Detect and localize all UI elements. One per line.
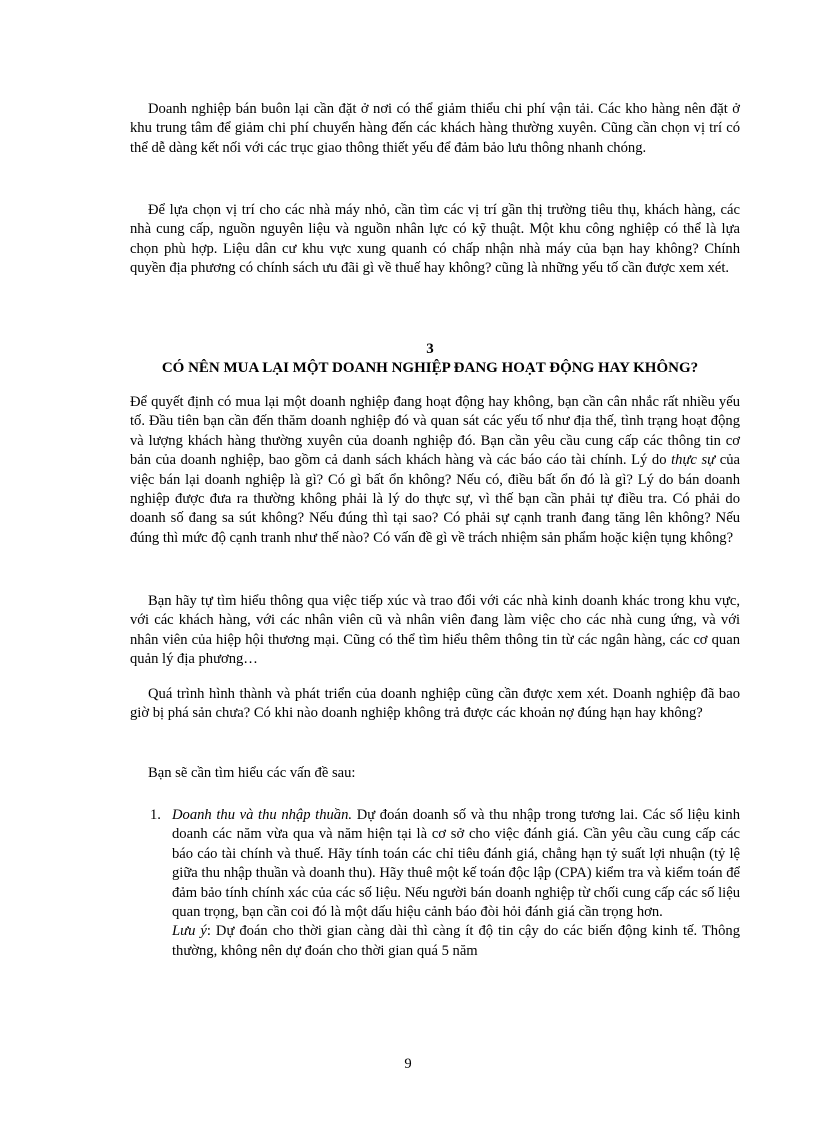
list-item-body xyxy=(172,806,740,961)
paragraph-history: Quá trình hình thành và phát triển của doanh nghiệp cũng cần được xem xét. Doanh nghiệp đã bao giờ bị phá sản chưa? Có khi nào doanh nghiệp không trả được các khoản nợ đúng hạn hay không? xyxy=(130,686,740,722)
paragraph-wholesale-location: Doanh nghiệp bán buôn lại cần đặt ở nơi có thể giảm thiểu chi phí vận tải. Các kho hàng nên đặt ở khu trung tâm để giảm chi phí chuyển hàng đến các khách hàng thường xuyên. Cũng cần chọn vị trí có thể dễ dàng kết nối với các trục giao thông thiết yếu để đảm bảo lưu thông nhanh chóng. xyxy=(130,101,740,156)
list-item-revenue xyxy=(130,806,740,961)
section-number: 3 xyxy=(426,341,434,357)
paragraph-factory-location: Để lựa chọn vị trí cho các nhà máy nhỏ, cần tìm các vị trí gần thị trường tiêu thụ, khách hàng, các nhà cung cấp, nguồn nguyên liệu và nguồn nhân lực có kỹ thuật. Một khu công nghiệp có thể là lựa chọn phù hợp. Liệu dân cư khu vực xung quanh có chấp nhận nhà máy của bạn hay không? Chính quyền địa phương có chính sách ưu đãi gì về thuế hay không? cũng là những yếu tố cần được xem xét. xyxy=(130,202,740,277)
note-text: : Dự đoán cho thời gian càng dài thì càng ít độ tin cậy do các biến động kinh tế. Thông thường, không nên dự đoán cho thời gian quá 5 năm xyxy=(172,923,740,959)
paragraph-text: của việc bán lại doanh nghiệp là gì? Có gì bất ổn không? Nếu có, điều bất ổn đó là gì? Lý do bán doanh nghiệp được đưa ra thường không phải là lý do thực sự, vì thế bạn cần phải tự điều tra. Có phải do doanh số đang sa sút không? Nếu đúng thì tại sao? Có phải sự cạnh tranh đang tăng lên không? Nếu đúng thì mức độ cạnh tranh như thế nào? Có vấn đề gì về trách nhiệm sản phẩm hoặc kiện tụng không? xyxy=(130,452,741,546)
paragraph-issues-intro: Bạn sẽ cần tìm hiểu các vấn đề sau: xyxy=(148,765,356,781)
paragraph-research: Bạn hãy tự tìm hiểu thông qua việc tiếp xúc và trao đổi với các nhà kinh doanh khác trong khu vực, với các khách hàng, với các nhân viên cũ và nhân viên đang làm việc cho các nhà cung ứng, và với nhân viên của hiệp hội thương mại. Cũng có thể tìm hiểu thêm thông tin từ các ngân hàng, các cơ quan quản lý địa phương… xyxy=(130,593,740,668)
paragraph-text: Để quyết định có mua lại một doanh nghiệp đang hoạt động hay không, bạn cần cân nhắc rất nhiều yếu tố. Đầu tiên bạn cần đến thăm doanh nghiệp đó và quan sát các yếu tố như địa thế, tình trạng hoạt động và lượng khách hàng thường xuyên của doanh nghiệp đó. Bạn cần yêu cầu cung cấp các thông tin cơ bản của doanh nghiệp, bao gồm cả danh sách khách hàng và các báo cáo tài chính. Lý do xyxy=(130,394,740,469)
list-item-number: 1. xyxy=(150,807,161,823)
note-label: Lưu ý xyxy=(172,923,207,940)
paragraph-buying-decision xyxy=(130,393,740,548)
list-item-text: Dự đoán doanh số và thu nhập trong tương lai. Các số liệu kinh doanh các năm vừa qua và năm hiện tại là cơ sở cho việc đánh giá. Cần yêu cầu cung cấp các báo cáo tài chính và thuế. Hãy tính toán các chỉ tiêu đánh giá, chẳng hạn tỷ suất lợi nhuận (tỷ lệ giữa thu nhập thuần và doanh thu). Hãy thuê một kế toán độc lập (CPA) kiểm tra và kiểm toán để đảm bảo tính chính xác của các số liệu. Nếu người bán doanh nghiệp từ chối cung cấp các số liệu quan trọng, bạn cần coi đó là một dấu hiệu cảnh báo đòi hỏi đánh giá cần trọng hơn. xyxy=(172,807,741,921)
page-number: 9 xyxy=(404,1056,412,1072)
emphasis-text: thực sự xyxy=(671,452,716,469)
section-title: CÓ NÊN MUA LẠI MỘT DOANH NGHIỆP ĐANG HOẠT ĐỘNG HAY KHÔNG? xyxy=(161,360,699,376)
list-item-title: Doanh thu và thu nhập thuần. xyxy=(172,807,353,823)
